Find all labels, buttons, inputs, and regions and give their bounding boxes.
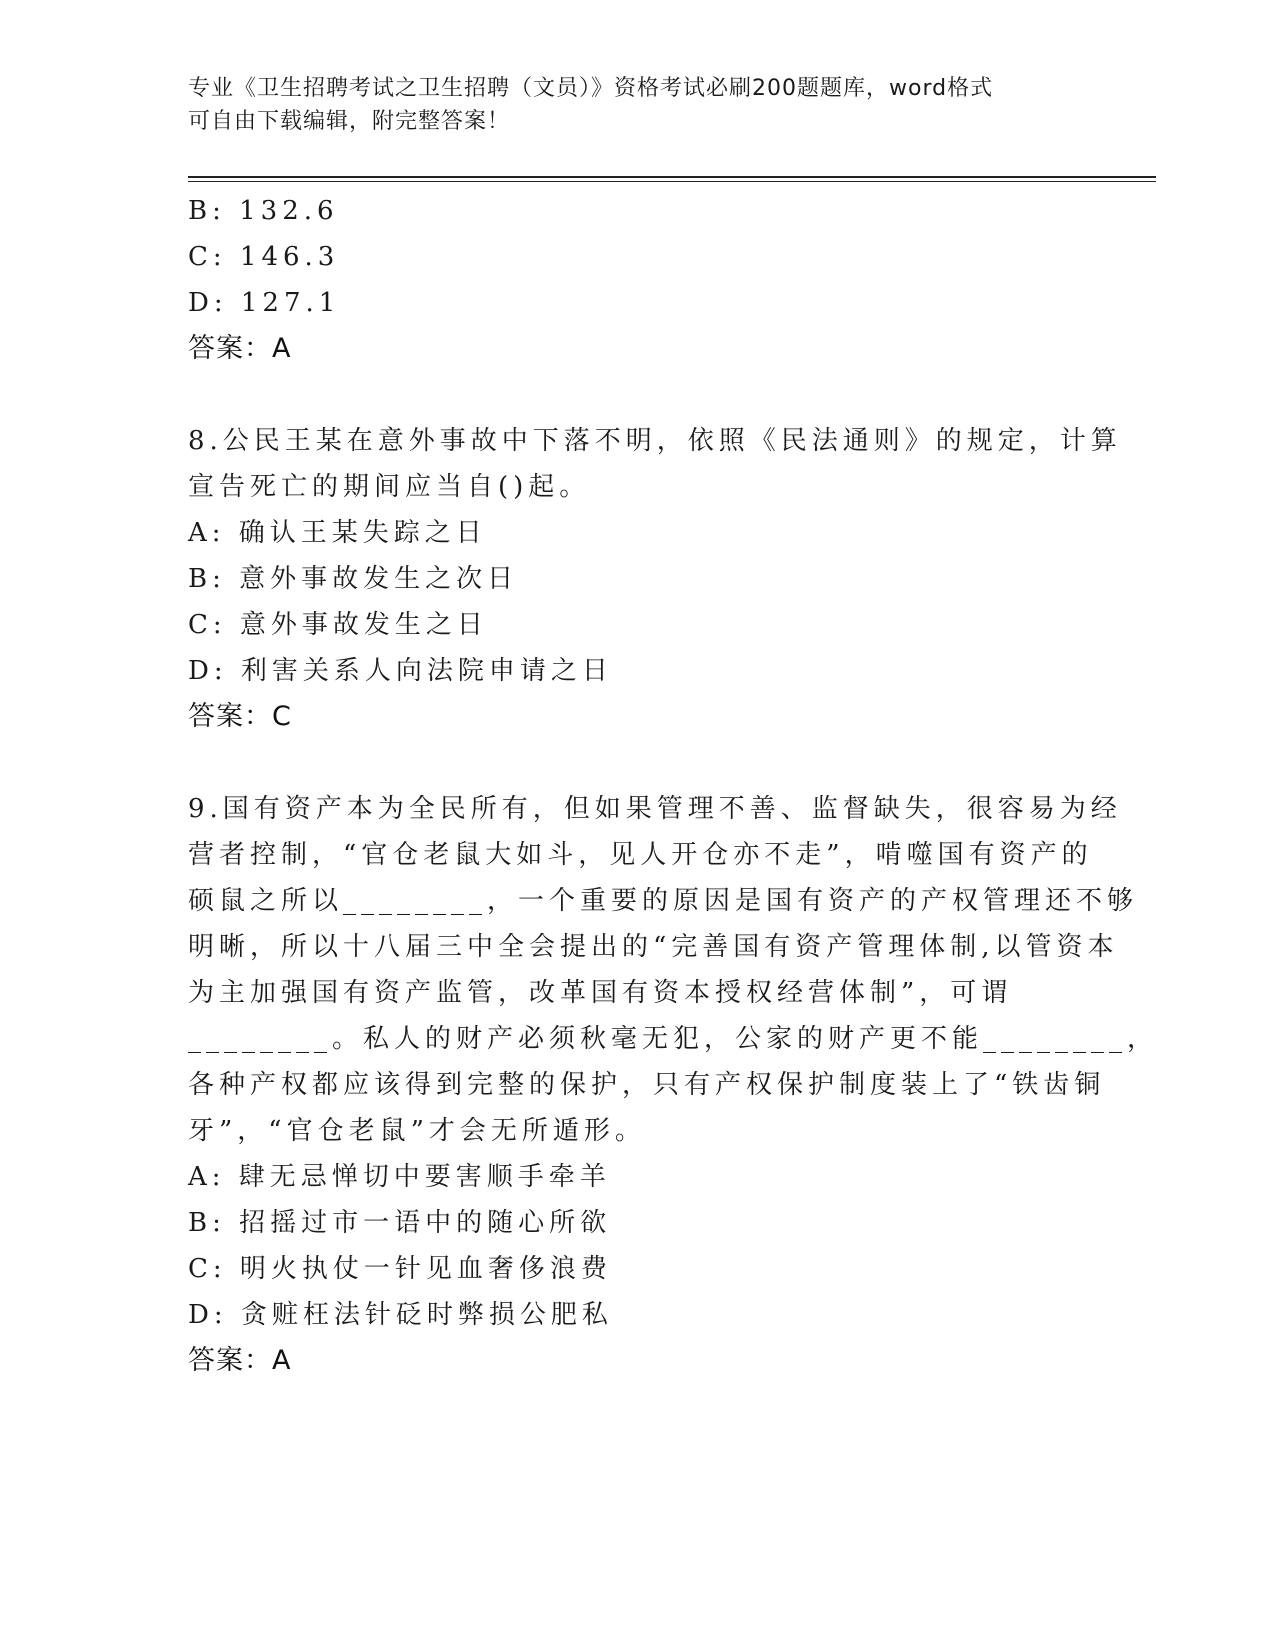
- question-text-line: 硕鼠之所以________，一个重要的原因是国有资产的产权管理还不够: [188, 886, 1139, 916]
- option-b: B: 招摇过市一语中的随心所欲: [188, 1208, 612, 1238]
- option-b: B: 意外事故发生之次日: [188, 564, 519, 594]
- question-9: [188, 786, 1159, 1384]
- question-7-tail: [188, 188, 1088, 372]
- header-divider: [188, 176, 1156, 182]
- answer-line: 答案：A: [188, 1345, 292, 1376]
- option-d: D: 贪赃枉法针砭时弊损公肥私: [188, 1300, 613, 1330]
- option-d: D: 利害关系人向法院申请之日: [188, 656, 613, 686]
- answer-line: 答案：A: [188, 333, 292, 364]
- question-text-line: 各种产权都应该得到完整的保护，只有产权保护制度装上了“铁齿铜: [188, 1070, 1106, 1100]
- option-a: A: 确认王某失踪之日: [188, 518, 487, 548]
- question-text-line: 9.国有资产本为全民所有，但如果管理不善、监督缺失，很容易为经: [188, 794, 1122, 824]
- header-title-line-2: 可自由下载编辑，附完整答案！: [188, 109, 511, 134]
- question-text-line: 牙”，“官仓老鼠”才会无所遁形。: [188, 1116, 646, 1146]
- option-c: C: 明火执仗一针见血奢侈浪费: [188, 1254, 612, 1284]
- question-8: [188, 418, 1122, 740]
- question-text-line: 为主加强国有资产监管，改革国有资本授权经营体制”，可谓: [188, 978, 1013, 1008]
- option-c: C: 146.3: [188, 242, 340, 272]
- document-header: [188, 72, 1068, 138]
- option-b: B: 132.6: [188, 196, 339, 226]
- question-list: [188, 188, 1159, 1384]
- divider-thin-line: [188, 181, 1156, 182]
- question-text-line: ________。私人的财产必须秋毫无犯，公家的财产更不能________，: [188, 1024, 1159, 1054]
- option-a: A: 肆无忌惮切中要害顺手牵羊: [188, 1162, 611, 1192]
- question-text-line: 宣告死亡的期间应当自()起。: [188, 472, 591, 502]
- question-text-line: 营者控制，“官仓老鼠大如斗，见人开仓亦不走”，啃噬国有资产的: [188, 840, 1093, 870]
- question-text-line: 明晰，所以十八届三中全会提出的“完善国有资产管理体制,以管资本: [188, 932, 1119, 962]
- option-c: C: 意外事故发生之日: [188, 610, 488, 640]
- answer-line: 答案：C: [188, 701, 292, 732]
- header-title-line-1: 专业《卫生招聘考试之卫生招聘（文员）》资格考试必刷200题题库，word格式: [188, 76, 994, 101]
- option-d: D: 127.1: [188, 288, 341, 318]
- question-text-line: 8.公民王某在意外事故中下落不明，依照《民法通则》的规定，计算: [188, 426, 1122, 456]
